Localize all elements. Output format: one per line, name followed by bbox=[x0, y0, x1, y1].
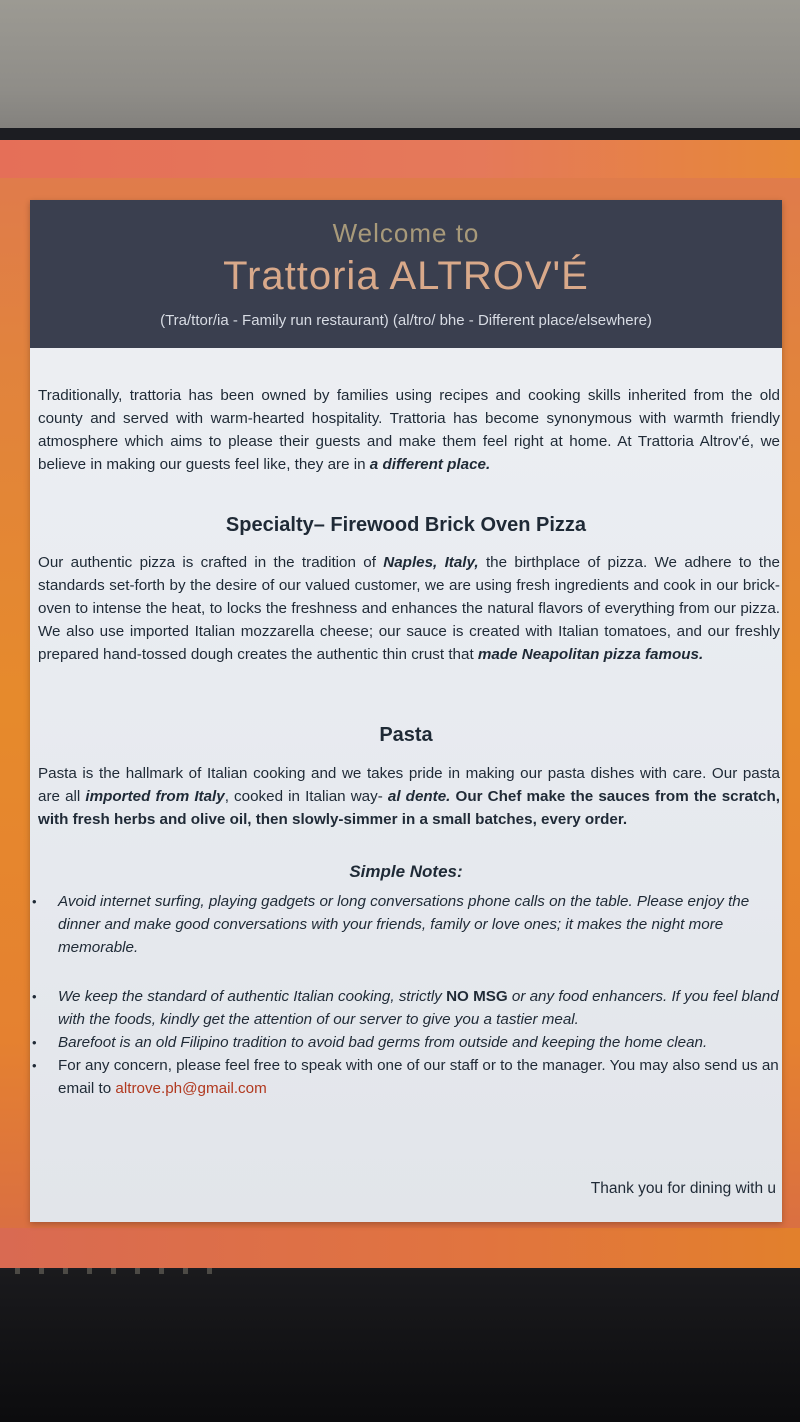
cover-stitching bbox=[15, 1268, 215, 1274]
header-banner bbox=[30, 200, 782, 348]
pizza-text-1: Our authentic pizza is crafted in the tradition of bbox=[38, 554, 384, 571]
bullet-icon: • bbox=[32, 1035, 37, 1050]
note-item bbox=[30, 1054, 782, 1100]
bullet-icon: • bbox=[32, 894, 37, 909]
restaurant-name: Trattoria ALTROV'É bbox=[223, 254, 589, 298]
pizza-emphasis-2: made Neapolitan pizza famous. bbox=[477, 646, 704, 663]
pasta-text-2: , cooked in Italian way- bbox=[224, 788, 388, 805]
pasta-emphasis-3: Our Chef make the sauces from the scratch, with fresh herbs and olive oil, then slowly-simmer in a small batches, every order. bbox=[38, 788, 780, 828]
note-item bbox=[30, 1031, 782, 1054]
email-link[interactable]: altrove.ph@gmail.com bbox=[115, 1080, 267, 1097]
note-item bbox=[30, 890, 782, 959]
note-2-text-c: or any food enhancers. If you feel bland with the foods, kindly get the attention of our server to give you a tastier meal. bbox=[58, 988, 779, 1028]
note-2-text-a: We keep the standard of authentic Italian cooking, strictly bbox=[58, 988, 447, 1005]
floor-background bbox=[0, 1270, 800, 1422]
intro-paragraph bbox=[38, 384, 780, 476]
note-spacer bbox=[30, 959, 782, 985]
note-3-text: Barefoot is an old Filipino tradition to avoid bad germs from outside and keeping the home clean. bbox=[58, 1034, 708, 1051]
pizza-section-title: Specialty– Firewood Brick Oven Pizza bbox=[225, 514, 587, 536]
intro-text: Traditionally, trattoria has been owned by families using recipes and cooking skills inherited from the old county and served with warm-hearted hospitality. Trattoria has become synonymous with warmth friendly atmosphere which aims to please their guests and make them feel right at home. At Trattoria Altrov'é, we believe in making our guests feel like, they are in bbox=[38, 387, 780, 473]
pronunciation-text: (Tra/ttor/ia - Family run restaurant) (al/tro/ bhe - Different place/elsewhere) bbox=[160, 312, 652, 329]
note-item bbox=[30, 985, 782, 1031]
notes-title: Simple Notes: bbox=[349, 862, 463, 881]
orange-paper-bottom-band bbox=[0, 1228, 800, 1268]
pasta-text-1: Pasta is the hallmark of Italian cooking and we takes pride in making our pasta dishes with care. Our pasta are all bbox=[38, 765, 780, 805]
note-2-no-msg: NO MSG bbox=[446, 988, 508, 1005]
intro-emphasis: a different place. bbox=[369, 456, 491, 473]
notes-list bbox=[30, 890, 782, 1100]
pizza-emphasis-1: Naples, Italy, bbox=[383, 554, 479, 571]
note-4-text: For any concern, please feel free to speak with one of our staff or to the manager. You may also send us an email to bbox=[58, 1057, 779, 1097]
pasta-paragraph bbox=[38, 762, 780, 831]
bullet-icon: • bbox=[32, 989, 37, 1004]
pasta-section-title: Pasta bbox=[379, 724, 433, 746]
bullet-icon: • bbox=[32, 1058, 37, 1073]
note-1-text: Avoid internet surfing, playing gadgets or long conversations phone calls on the table. Please enjoy the dinner and make good conversations with your friends, family or love ones; it makes the night more memorable. bbox=[58, 893, 750, 956]
pizza-text-2: the birthplace of pizza. We adhere to the standards set-forth by the desire of our valued customer, we are using fresh ingredients and cook in our brick-oven to intense the heat, to locks the freshness and enhances the natural flavors of everything from our pizza. We also use imported Italian mozzarella cheese; our sauce is created with Italian tomatoes, and our freshly prepared hand-tossed dough creates the authentic thin crust that bbox=[38, 554, 781, 663]
pasta-emphasis-2: al dente. bbox=[387, 788, 451, 805]
pizza-paragraph bbox=[38, 551, 780, 666]
pasta-emphasis-1: imported from Italy bbox=[85, 788, 225, 805]
welcome-text: Welcome to bbox=[332, 218, 480, 248]
menu-sheet bbox=[30, 200, 782, 1222]
orange-paper-top-band bbox=[0, 140, 800, 178]
thank-you-text: Thank you for dining with u bbox=[590, 1180, 776, 1197]
